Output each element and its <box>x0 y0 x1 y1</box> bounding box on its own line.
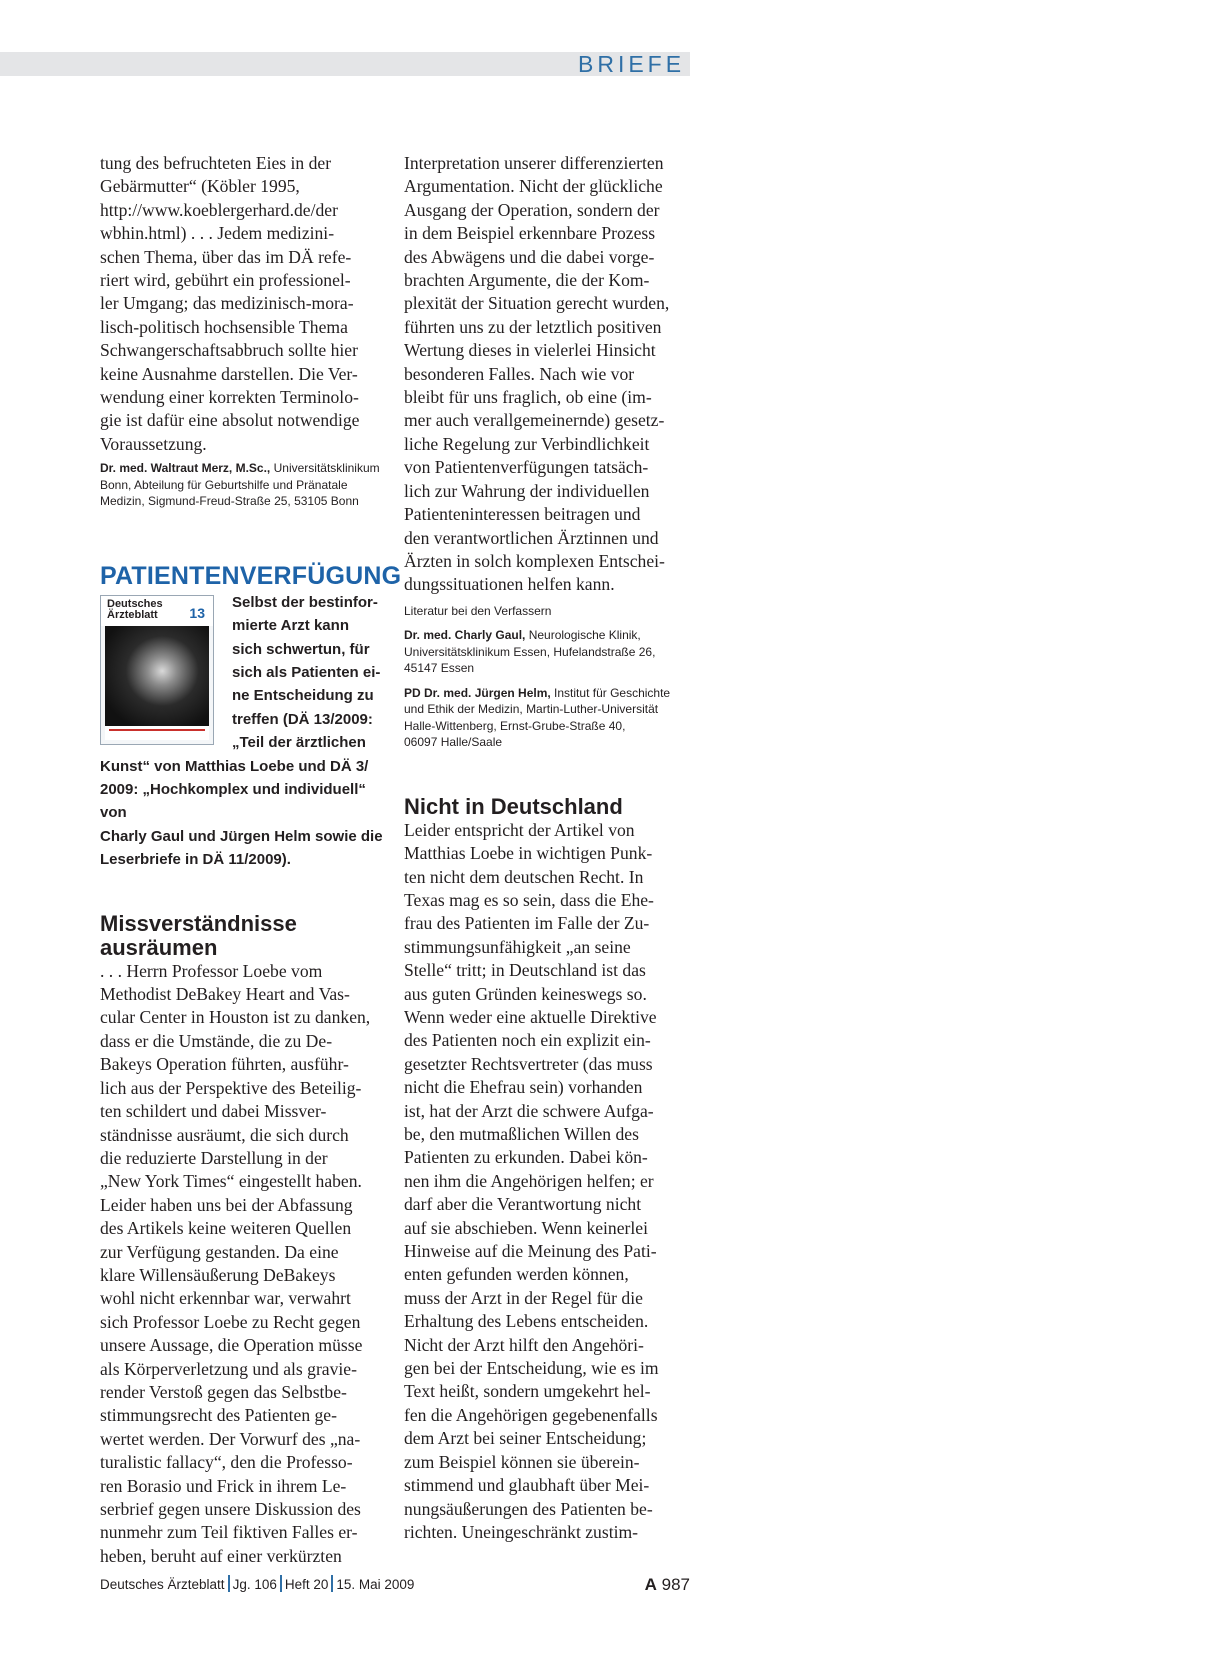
signature-name: PD Dr. med. Jürgen Helm, <box>404 685 551 700</box>
section-label: BRIEFE <box>578 51 686 77</box>
footer-date: 15. Mai 2009 <box>336 1577 415 1592</box>
literature-note: Literatur bei den Verfassern <box>404 603 552 618</box>
right-column <box>404 152 696 1544</box>
footer-journal: Deutsches Ärzteblatt <box>100 1577 225 1592</box>
topic-intro-block <box>100 591 390 872</box>
page-number <box>645 1573 690 1597</box>
letter1-headline: Missverständnisse ausräumen <box>100 910 297 960</box>
signature-name: Dr. med. Waltraut Merz, M.Sc., <box>100 461 271 476</box>
left-column <box>100 152 402 1568</box>
topic-intro: Selbst der bestinfor- mierte Arzt kann sich schwertun, für sich als Patienten ei- ne Entscheidung zu treffen (DÄ 13/2009: „Teil der ärztlichen Kunst“ von Matthias Loebe und DÄ 3/ 2009: „Hochkomplex und individuell“ von Charly Gaul und Jürgen Helm sowie die Leserbriefe in DÄ 11/2009). <box>100 593 383 869</box>
magazine-cover-image <box>100 595 214 745</box>
letter1-text: . . . Herrn Professor Loebe vom Methodist DeBakey Heart and Vas- cular Center in Houston ist zu danken, dass er die Umstände, die zu De- Bakeys Operation führten, ausführ- lich aus der Perspektive des Beteilig- ten schildert und dabei Missver- ständnisse ausräumt, die sich durch die reduzierte Darstellung in der „New York Times“ eingestellt haben. Leider haben uns bei der Abfassung des Artikels keine weiteren Quellen zur Verfügung gestanden. Da eine klare Willensäußerung DeBakeys wohl nicht erkennbar war, verwahrt sich Professor Loebe zu Recht gegen unsere Aussage, die Operation müsse als Körperverletzung und als gravie- render Verstoß gegen das Selbstbe- stimmungsrecht des Patienten ge- wertet werden. Der Vorwurf des „na- turalistic fallacy“, den die Professo- ren Borasio und Frick in ihrem Le- serbrief gegen unsere Diskussion des nunmehr zum Teil fiktiven Falles er- heben, beruht auf einer verkürzten <box>100 960 371 1566</box>
letter2-text: Leider entspricht der Artikel von Matthias Loebe in wichtigen Punk- ten nicht dem deutschen Recht. In Texas mag es so sein, dass die Ehe- frau des Patienten im Falle der Zu- stimmungsunfähigkeit „an seine Stelle“ tritt; in Deutschland ist das aus guten Gründen keineswegs so. Wenn weder eine aktuelle Direktive des Patienten noch ein explizit ein- gesetzter Rechtsvertreter (das muss nicht die Ehefrau sein) vorhanden ist, hat der Arzt die schwere Aufga- be, den mutmaßlichen Willen des Patienten zu erkunden. Dabei kön- nen ihm die Angehörigen helfen; er darf aber die Verantwortung nicht auf sie abschieben. Wenn keinerlei Hinweise auf die Meinung des Pati- enten gefunden werden können, muss der Arzt in der Regel für die Erhaltung des Lebens entscheiden. Nicht der Arzt hilft den Angehöri- gen bei der Entscheidung, wie es im Text heißt, sondern umgekehrt hel- fen die Angehörigen gegebenenfalls dem Arzt bei seiner Entscheidung; zum Beispiel können sie überein- stimmend und glaubhaft über Mei- nungsäußerungen des Patienten be- richten. Uneingeschränkt zustim- <box>404 819 659 1542</box>
continuation-text: tung des befruchteten Eies in der Gebärmutter“ (Köbler 1995, http://www.koeblergerhard.de/der wbhin.html) . . . Jedem medizini- schen Thema, über das im DÄ refe- riert wird, gebührt ein professionel- ler Umgang; das medizinisch-mora- lisch-politisch hochsensible Thema Schwangerschaftsabbruch sollte hier keine Ausnahme darstellen. Die Ver- wendung einer korrekten Terminolo- gie ist dafür eine absolut notwendige Voraussetzung. <box>100 153 360 454</box>
letter1-continued-text: Interpretation unserer differenzierten Argumentation. Nicht der glückliche Ausgang der Operation, sondern der in dem Beispiel erkennbare Prozess des Abwägens und die dabei vorge- brachten Argumente, die der Kom- plexität der Situation gerecht wurden, führten uns zu der letztlich positiven Wertung dieses in vielerlei Hinsicht besonderen Falles. Nach wie vor bleibt für uns fraglich, ob eine (im- mer auch verallgemeinernde) gesetz- liche Regelung zur Verbindlichkeit von Patientenverfügungen tatsäch- lich zur Wahrung der individuellen Patienteninteressen beitragen und den verantwortlichen Ärztinnen und Ärzten in solch komplexen Entschei- dungssituationen helfen kann. <box>404 153 670 595</box>
signature-name: Dr. med. Charly Gaul, <box>404 628 526 643</box>
signature-gaul <box>404 627 696 677</box>
footer-volume: Jg. 106 <box>232 1577 277 1592</box>
topic-title: PATIENTENVERFÜGUNG <box>100 561 402 590</box>
signature-address: Institut für Geschichte und Ethik der Medizin, Martin-Luther-Universität Halle-Wittenberg, Ernst-Grube-Straße 40, 06097 Halle/Saale <box>404 685 671 750</box>
letter2-headline: Nicht in Deutschland <box>404 793 623 819</box>
cover-title: Deutsches Ärzteblatt <box>107 597 163 621</box>
footer-issue: Heft 20 <box>284 1577 329 1592</box>
page-number-value: 987 <box>661 1575 690 1594</box>
cover-photo <box>105 626 209 726</box>
signature-address: Neurologische Klinik, Universitätsklinikum Essen, Hufelandstraße 26, 45147 Essen <box>404 628 656 676</box>
signature-helm <box>404 685 696 751</box>
signature-address: Universitätsklinikum Bonn, Abteilung für Geburtshilfe und Pränatale Medizin, Sigmund-Freud-Straße 25, 53105 Bonn <box>100 461 380 509</box>
cover-issue-number: 13 <box>189 604 205 621</box>
signature-merz <box>100 460 390 510</box>
page-prefix: A <box>644 1575 657 1594</box>
page-footer <box>100 1573 690 1597</box>
